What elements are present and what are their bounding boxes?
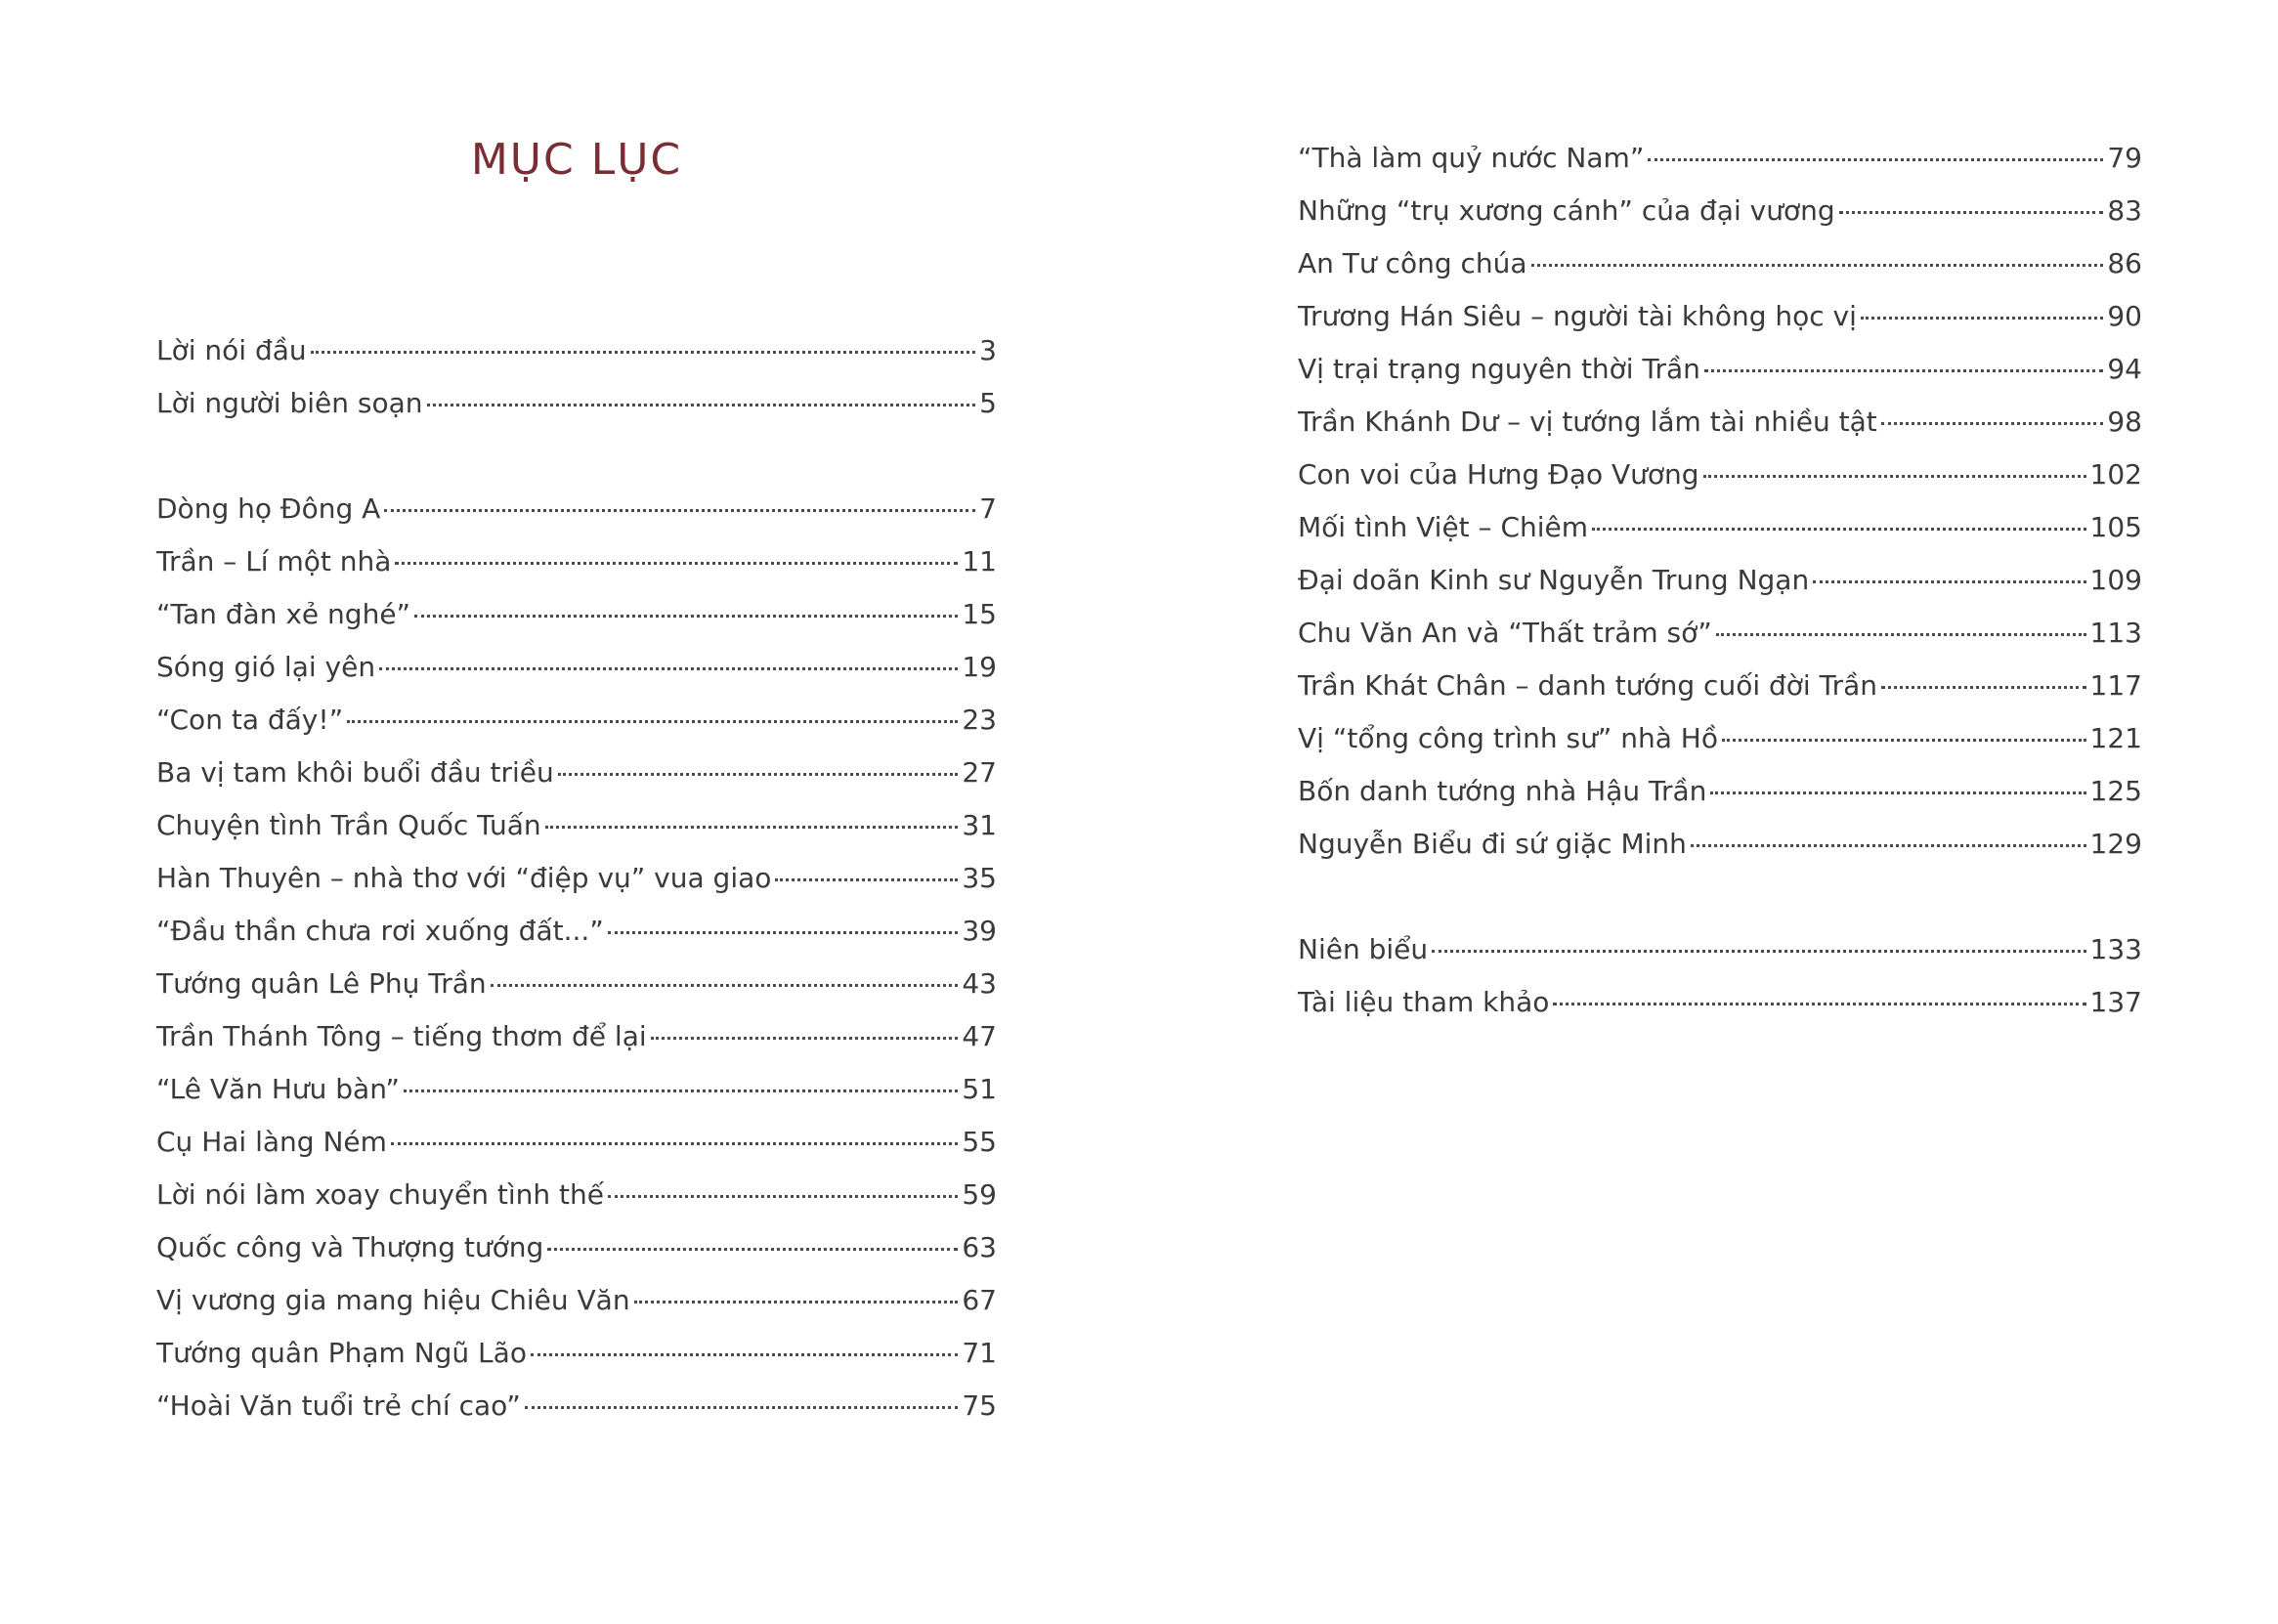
toc-entry-page: 133 — [2089, 933, 2142, 965]
toc-entry-page: 11 — [962, 545, 997, 577]
dot-leader — [775, 878, 958, 881]
toc-entry-page: 113 — [2089, 617, 2142, 649]
toc-entry[interactable] — [1298, 825, 2142, 864]
dot-leader — [1553, 1003, 2085, 1005]
toc-entry-page: 35 — [962, 862, 997, 894]
toc-entry-title: Những “trụ xương cánh” của đại vương — [1298, 194, 1835, 227]
dot-leader — [384, 509, 975, 512]
toc-entry-title: “Con ta đấy!” — [156, 704, 344, 736]
dot-leader — [491, 984, 959, 987]
toc-entry-page: 47 — [962, 1020, 997, 1052]
toc-entry[interactable] — [156, 648, 997, 687]
toc-entry-page: 79 — [2107, 142, 2142, 174]
toc-entry[interactable] — [156, 964, 997, 1004]
toc-entry[interactable] — [156, 1017, 997, 1056]
toc-entry[interactable] — [156, 1123, 997, 1162]
dot-leader — [1691, 844, 2086, 847]
toc-entry[interactable] — [156, 806, 997, 845]
dot-leader — [1531, 264, 2104, 267]
toc-entry-title: Trương Hán Siêu – người tài không học vị — [1298, 300, 1857, 332]
toc-entry-page: 105 — [2089, 511, 2142, 543]
dot-leader — [608, 1195, 958, 1198]
dot-leader — [1710, 791, 2085, 794]
toc-entry[interactable] — [1298, 614, 2142, 653]
toc-entry-title: Trần Khánh Dư – vị tướng lắm tài nhiều tật — [1298, 406, 1877, 438]
toc-entry-page: 7 — [979, 492, 997, 525]
toc-entry-title: Tướng quân Phạm Ngũ Lão — [156, 1337, 527, 1369]
toc-entry-title: An Tư công chúa — [1298, 247, 1527, 279]
toc-entry[interactable] — [1298, 192, 2142, 231]
dot-leader — [1813, 580, 2085, 583]
toc-entry[interactable] — [1298, 772, 2142, 811]
toc-entry[interactable] — [156, 912, 997, 951]
toc-entry[interactable] — [1298, 403, 2142, 442]
toc-entry-title: Trần – Lí một nhà — [156, 545, 392, 577]
toc-entry-page: 31 — [962, 809, 997, 841]
toc-entry-page: 5 — [979, 387, 997, 419]
toc-entry-page: 121 — [2089, 722, 2142, 754]
toc-entry-title: Tướng quân Lê Phụ Trần — [156, 967, 487, 1000]
dot-leader — [651, 1037, 959, 1040]
toc-entry-title: Vị “tổng công trình sư” nhà Hồ — [1298, 722, 1718, 754]
toc-entry-title: Nguyễn Biểu đi sứ giặc Minh — [1298, 828, 1687, 860]
toc-entry[interactable] — [1298, 244, 2142, 283]
toc-entry-page: 102 — [2089, 458, 2142, 491]
dot-leader — [391, 1142, 958, 1145]
toc-entry[interactable] — [156, 859, 997, 898]
dot-leader — [1703, 475, 2086, 478]
toc-entry-title: Đại doãn Kinh sư Nguyễn Trung Ngạn — [1298, 564, 1810, 596]
toc-entry-title: “Hoài Văn tuổi trẻ chí cao” — [156, 1389, 521, 1422]
toc-entry-title: “Tan đàn xẻ nghé” — [156, 598, 411, 630]
dot-leader — [404, 1090, 958, 1092]
toc-entry[interactable] — [1298, 350, 2142, 389]
toc-entry-page: 15 — [962, 598, 997, 630]
dot-leader — [547, 1248, 958, 1251]
dot-leader — [634, 1301, 959, 1303]
toc-entry[interactable] — [1298, 455, 2142, 494]
toc-entry[interactable] — [156, 1334, 997, 1373]
dot-leader — [1881, 422, 2104, 425]
toc-entry[interactable] — [156, 1070, 997, 1109]
toc-entry[interactable] — [156, 595, 997, 634]
toc-entry-title: Quốc công và Thượng tướng — [156, 1231, 544, 1263]
toc-entry[interactable] — [156, 490, 997, 529]
toc-entry[interactable] — [1298, 983, 2142, 1022]
dot-leader — [1432, 950, 2085, 953]
toc-entry-page: 67 — [962, 1284, 997, 1316]
toc-entry[interactable] — [156, 1281, 997, 1320]
toc-entry-page: 27 — [962, 756, 997, 789]
toc-entry-title: Dòng họ Đông A — [156, 492, 381, 525]
dot-leader — [531, 1353, 958, 1356]
dot-leader — [1722, 739, 2086, 742]
toc-entry[interactable] — [1298, 561, 2142, 600]
toc-entry[interactable] — [1298, 297, 2142, 336]
dot-leader — [608, 931, 959, 934]
toc-entry[interactable] — [156, 384, 997, 423]
toc-entry-title: Vị trại trạng nguyên thời Trần — [1298, 353, 1700, 385]
toc-entry-title: Mối tình Việt – Chiêm — [1298, 511, 1589, 543]
toc-entry-page: 137 — [2089, 986, 2142, 1018]
toc-entry-page: 98 — [2107, 406, 2142, 438]
toc-entry-page: 75 — [962, 1389, 997, 1422]
toc-entry-title: “Lê Văn Hưu bàn” — [156, 1073, 400, 1105]
toc-entry-page: 129 — [2089, 828, 2142, 860]
toc-entry[interactable] — [1298, 508, 2142, 547]
page-title: MỤC LỤC — [470, 135, 683, 185]
toc-entry-title: Chuyện tình Trần Quốc Tuấn — [156, 809, 541, 841]
toc-entry-page: 55 — [962, 1126, 997, 1158]
toc-entry-page: 51 — [962, 1073, 997, 1105]
dot-leader — [1839, 211, 2104, 214]
toc-entry-page: 90 — [2107, 300, 2142, 332]
toc-entry-title: Ba vị tam khôi buổi đầu triều — [156, 756, 554, 789]
dot-leader — [379, 667, 958, 670]
toc-entry-title: Con voi của Hưng Đạo Vương — [1298, 458, 1699, 491]
toc-entry-title: “Đầu thần chưa rơi xuống đất...” — [156, 915, 604, 947]
toc-entry-page: 3 — [979, 334, 997, 366]
toc-entry-page: 125 — [2089, 775, 2142, 807]
toc-entry[interactable] — [1298, 139, 2142, 178]
dot-leader — [414, 615, 958, 618]
dot-leader — [1861, 317, 2103, 320]
toc-entry-page: 86 — [2107, 247, 2142, 279]
toc-entry-page: 63 — [962, 1231, 997, 1263]
toc-entry-title: Lời nói làm xoay chuyển tình thế — [156, 1178, 604, 1211]
toc-entry[interactable] — [1298, 930, 2142, 969]
dot-leader — [311, 351, 976, 354]
dot-leader — [1592, 528, 2086, 531]
toc-entry-title: Lời nói đầu — [156, 334, 307, 366]
toc-entry-page: 43 — [962, 967, 997, 1000]
toc-entry[interactable] — [156, 1175, 997, 1215]
toc-entry-page: 19 — [962, 651, 997, 683]
toc-entry[interactable] — [156, 1228, 997, 1267]
toc-entry-title: Cụ Hai làng Ném — [156, 1126, 387, 1158]
toc-entry-title: Chu Văn An và “Thất trảm sớ” — [1298, 617, 1712, 649]
toc-entry-title: Tài liệu tham khảo — [1298, 986, 1550, 1018]
dot-leader — [1881, 686, 2086, 689]
toc-entry-title: Vị vương gia mang hiệu Chiêu Văn — [156, 1284, 630, 1316]
dot-leader — [427, 404, 976, 406]
dot-leader — [545, 826, 959, 829]
toc-entry-page: 109 — [2089, 564, 2142, 596]
toc-entry[interactable] — [156, 701, 997, 740]
dot-leader — [395, 562, 958, 565]
dot-leader — [558, 773, 959, 776]
toc-entry[interactable] — [156, 331, 997, 370]
toc-entry-title: Trần Thánh Tông – tiếng thơm để lại — [156, 1020, 647, 1052]
toc-entry-page: 59 — [962, 1178, 997, 1211]
toc-entry-title: Hàn Thuyên – nhà thơ với “điệp vụ” vua giao — [156, 862, 772, 894]
toc-entry-page: 117 — [2089, 669, 2142, 702]
toc-entry-title: Lời người biên soạn — [156, 387, 423, 419]
toc-entry-title: “Thà làm quỷ nước Nam” — [1298, 142, 1645, 174]
toc-entry[interactable] — [1298, 719, 2142, 758]
toc-entry-page: 94 — [2107, 353, 2142, 385]
toc-entry-title: Trần Khát Chân – danh tướng cuối đời Trần — [1298, 669, 1877, 702]
toc-entry-title: Niên biểu — [1298, 933, 1429, 965]
toc-entry-title: Sóng gió lại yên — [156, 651, 376, 683]
toc-entry-title: Bốn danh tướng nhà Hậu Trần — [1298, 775, 1707, 807]
toc-entry[interactable] — [1298, 666, 2142, 705]
toc-entry-page: 71 — [962, 1337, 997, 1369]
toc-entry[interactable] — [156, 1387, 997, 1426]
toc-entry[interactable] — [156, 542, 997, 581]
dot-leader — [1716, 633, 2086, 636]
toc-entry-page: 39 — [962, 915, 997, 947]
toc-entry[interactable] — [156, 753, 997, 792]
toc-entry-page: 83 — [2107, 194, 2142, 227]
dot-leader — [347, 720, 958, 723]
toc-entry-page: 23 — [962, 704, 997, 736]
dot-leader — [525, 1406, 959, 1409]
dot-leader — [1648, 158, 2103, 161]
dot-leader — [1704, 369, 2103, 372]
